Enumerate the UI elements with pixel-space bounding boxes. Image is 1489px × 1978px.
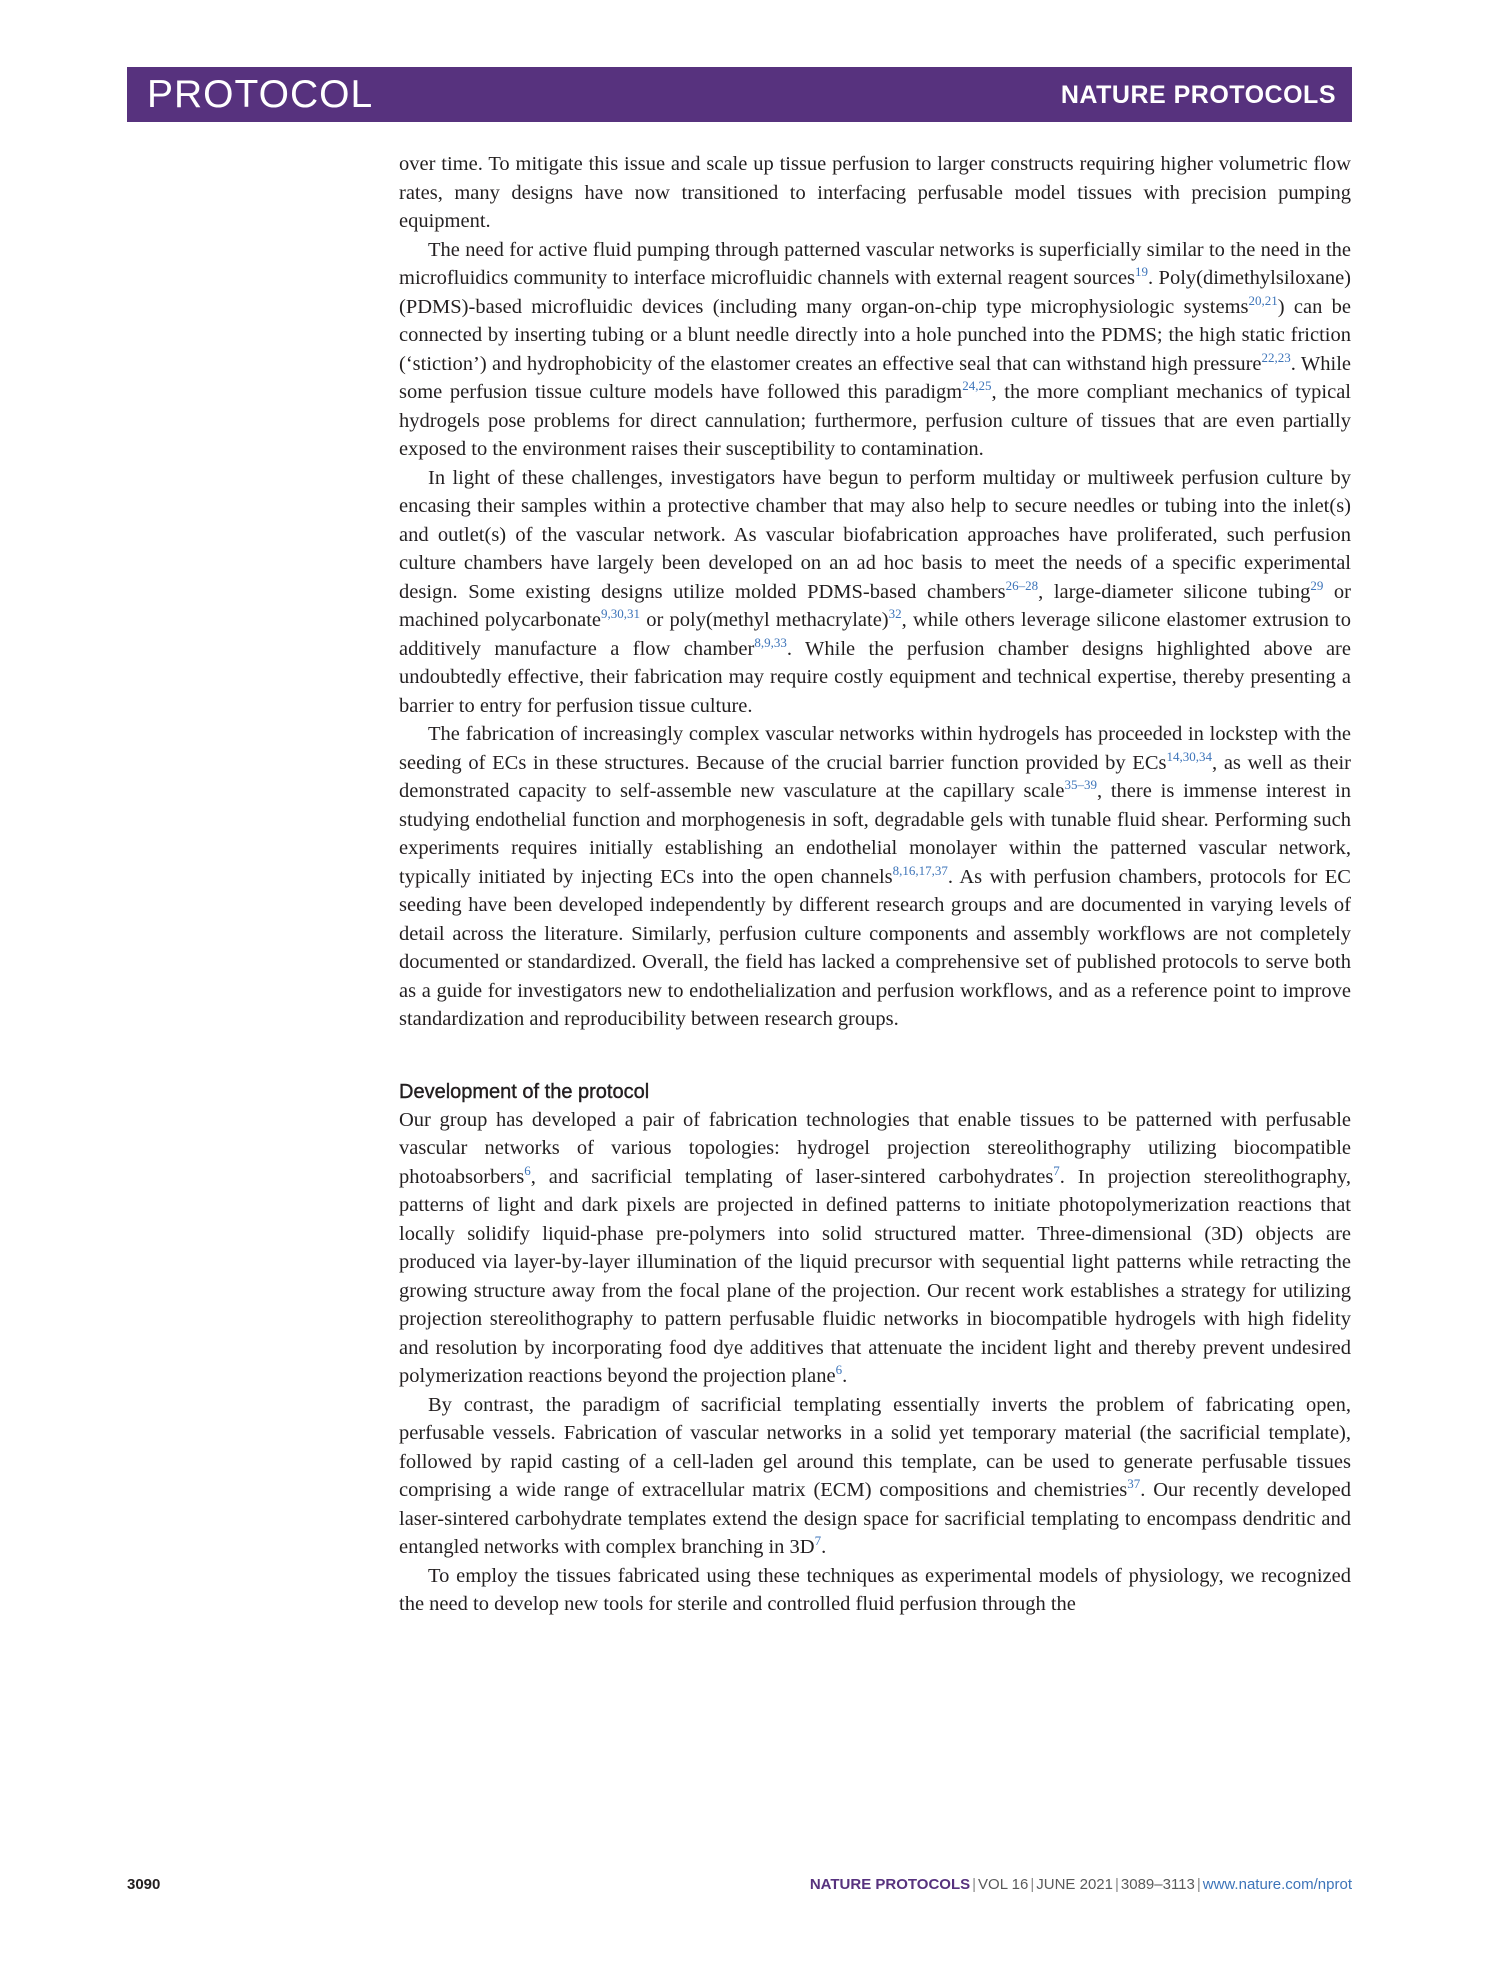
separator: | (1196, 1876, 1201, 1893)
text-run: . As with perfusion chambers, protocols for EC seeding have been developed independently by different research groups and are documented in varying levels of detail across the literature. Similarly, perfusion culture components and assembly workflows are not completely documented or standardized. Overall, the field has lacked a comprehensive set of published protocols to serve both as a guide for investigators new to endothelialization and perfusion workflows, and as a reference point to improve standardization and reproducibility between research groups. (399, 865, 1351, 1030)
separator: | (1030, 1876, 1035, 1893)
paragraph (399, 236, 1351, 464)
text-run: To employ the tissues fabricated using these techniques as experimental models of physiology, we recognized the need to develop new tools for sterile and controlled fluid perfusion through the (399, 1564, 1351, 1615)
text-run: , while others leverage silicone elastomer extrusion to additively manufacture a flow chamber (399, 609, 1351, 660)
section-label: PROTOCOL (147, 73, 374, 116)
paragraph (399, 720, 1351, 1034)
text-run: . While the perfusion chamber designs highlighted above are undoubtedly effective, their fabrication may require costly equipment and technical expertise, thereby presenting a barrier to entry for perfusion tissue culture. (399, 637, 1351, 717)
separator: | (1114, 1876, 1119, 1893)
citation-ref-link[interactable]: 19 (1135, 264, 1149, 279)
text-run: Our group has developed a pair of fabrication technologies that enable tissues to be patterned with perfusable vascular networks of various topologies: hydrogel projection stereolithography utilizing biocompatible photoabsorbers (399, 1108, 1351, 1188)
text-run: The need for active fluid pumping through patterned vascular networks is superficially similar to the need in the microfluidics community to interface microfluidic channels with external reagent sources (399, 238, 1351, 289)
text-run: or machined polycarbonate (399, 580, 1352, 631)
paragraph (399, 464, 1351, 721)
citation-ref-link[interactable]: 20,21 (1248, 292, 1278, 308)
journal-url-link[interactable]: www.nature.com/nprot (1202, 1876, 1352, 1893)
citation-ref-link[interactable]: 14,30,34 (1166, 748, 1212, 764)
text-run: By contrast, the paradigm of sacrificial templating essentially inverts the problem of fabricating open, perfusable vessels. Fabrication of vascular networks in a solid yet temporary material (the sacrificial template), followed by rapid casting of a cell-laden gel around this template, can be used to generate perfusable tissues comprising a wide range of extracellular matrix (ECM) compositions and chemistries (399, 1393, 1351, 1501)
paragraph (399, 1562, 1351, 1619)
citation-ref-link[interactable]: 6 (835, 1362, 843, 1377)
citation-ref-link[interactable]: 24,25 (962, 378, 992, 393)
section-heading: Development of the protocol (399, 1080, 650, 1103)
citation-ref-link[interactable]: 7 (814, 1533, 822, 1548)
article-body (399, 150, 1351, 1619)
separator: | (972, 1876, 977, 1893)
page-header-bar (127, 67, 1352, 122)
text-run: The fabrication of increasingly complex vascular networks within hydrogels has proceeded in lockstep with the seeding of ECs in these structures. Because of the crucial barrier function provided by ECs (399, 723, 1351, 774)
text-run: . Poly(dimethylsiloxane) (PDMS)-based microfluidic devices (including many organ-on-chip type microphysiologic systems (399, 267, 1351, 318)
footer-journal-name: NATURE PROTOCOLS (809, 1876, 971, 1893)
text-run: . (842, 1365, 848, 1387)
text-run: , as well as their demonstrated capacity to self-assemble new vasculature at the capillary scale (399, 751, 1351, 802)
text-run: . Our recently developed laser-sintered carbohydrate templates extend the design space for sacrificial templating to encompass dendritic and entangled networks with complex branching in 3D (399, 1479, 1351, 1558)
citation-ref-link[interactable]: 8,16,17,37 (892, 862, 948, 878)
text-run: over time. To mitigate this issue and scale up tissue perfusion to larger constructs requiring higher volumetric flow rates, many designs have now transitioned to interfacing perfusable model tissues with precision pumping equipment. (399, 153, 1351, 232)
citation-ref-link[interactable]: 7 (1053, 1162, 1060, 1178)
citation-ref-link[interactable]: 37 (1127, 1476, 1141, 1491)
text-run: . In projection stereolithography, patterns of light and dark pixels are projected in defined patterns to initiate photopolymerization reactions that locally solidify liquid-phase pre-polymers into solid structured matter. Three-dimensional (3D) objects are produced via layer-by-layer illumination of the liquid precursor with sequential light patterns while retracting the growing structure away from the focal plane of the projection. Our recent work establishes a strategy for utilizing projection stereolithography to pattern perfusable fluidic networks in biocompatible hydrogels with high fidelity and resolution by incorporating food dye additives that attenuate the incident light and thereby prevent undesired polymerization reactions beyond the projection plane (399, 1165, 1351, 1387)
citation-ref-link[interactable]: 9,30,31 (601, 606, 641, 621)
paragraph (399, 1391, 1351, 1562)
text-run: ) can be connected by inserting tubing or a blunt needle directly into a hole punched into the PDMS; the high static friction (‘stiction’) and hydrophobicity of the elastomer creates an effective seal that can withstand high pressure (399, 295, 1352, 375)
footer-pages: 3089–3113 (1120, 1876, 1195, 1893)
page-footer (127, 1876, 1352, 1900)
citation-ref-link[interactable]: 8,9,33 (754, 634, 787, 650)
text-run: . While some perfusion tissue culture models have followed this paradigm (399, 352, 1352, 403)
paragraph (399, 1106, 1351, 1391)
footer-date: JUNE 2021 (1036, 1876, 1113, 1893)
citation-ref-link[interactable]: 6 (524, 1162, 531, 1178)
journal-citation (810, 1876, 1352, 1893)
text-run: , there is immense interest in studying endothelial function and morphogenesis in soft, degradable gels with tunable fluid shear. Performing such experiments requires initially establishing an endothelial monolayer within the patterned vascular network, typically initiated by injecting ECs into the open channels (399, 780, 1351, 888)
citation-ref-link[interactable]: 29 (1310, 577, 1324, 593)
paragraph (399, 150, 1351, 236)
text-run: . (821, 1536, 827, 1558)
citation-ref-link[interactable]: 22,23 (1261, 349, 1291, 365)
citation-ref-link[interactable]: 32 (888, 606, 902, 621)
text-run: or poly(methyl methacrylate) (640, 609, 889, 631)
page-number: 3090 (127, 1876, 161, 1893)
text-run: , the more compliant mechanics of typical hydrogels pose problems for direct cannulation; furthermore, perfusion culture of tissues that are even partially exposed to the environment raises their susceptibility to contamination. (399, 381, 1351, 460)
text-run: , large-diameter silicone tubing (1038, 580, 1311, 603)
text-run: In light of these challenges, investigators have begun to perform multiday or multiweek perfusion culture by encasing their samples within a protective chamber that may also help to secure needles or tubing into the inlet(s) and outlet(s) of the vascular network. As vascular biofabrication approaches have proliferated, such perfusion culture chambers have largely been developed on an ad hoc basis to meet the needs of a specific experimental design. Some existing designs utilize molded PDMS-based chambers (399, 466, 1351, 603)
text-run: , and sacrificial templating of laser-sintered carbohydrates (530, 1165, 1054, 1188)
footer-volume: VOL 16 (978, 1876, 1029, 1893)
citation-ref-link[interactable]: 35–39 (1064, 777, 1097, 792)
journal-label: NATURE PROTOCOLS (1060, 81, 1336, 109)
citation-ref-link[interactable]: 26–28 (1005, 577, 1039, 593)
